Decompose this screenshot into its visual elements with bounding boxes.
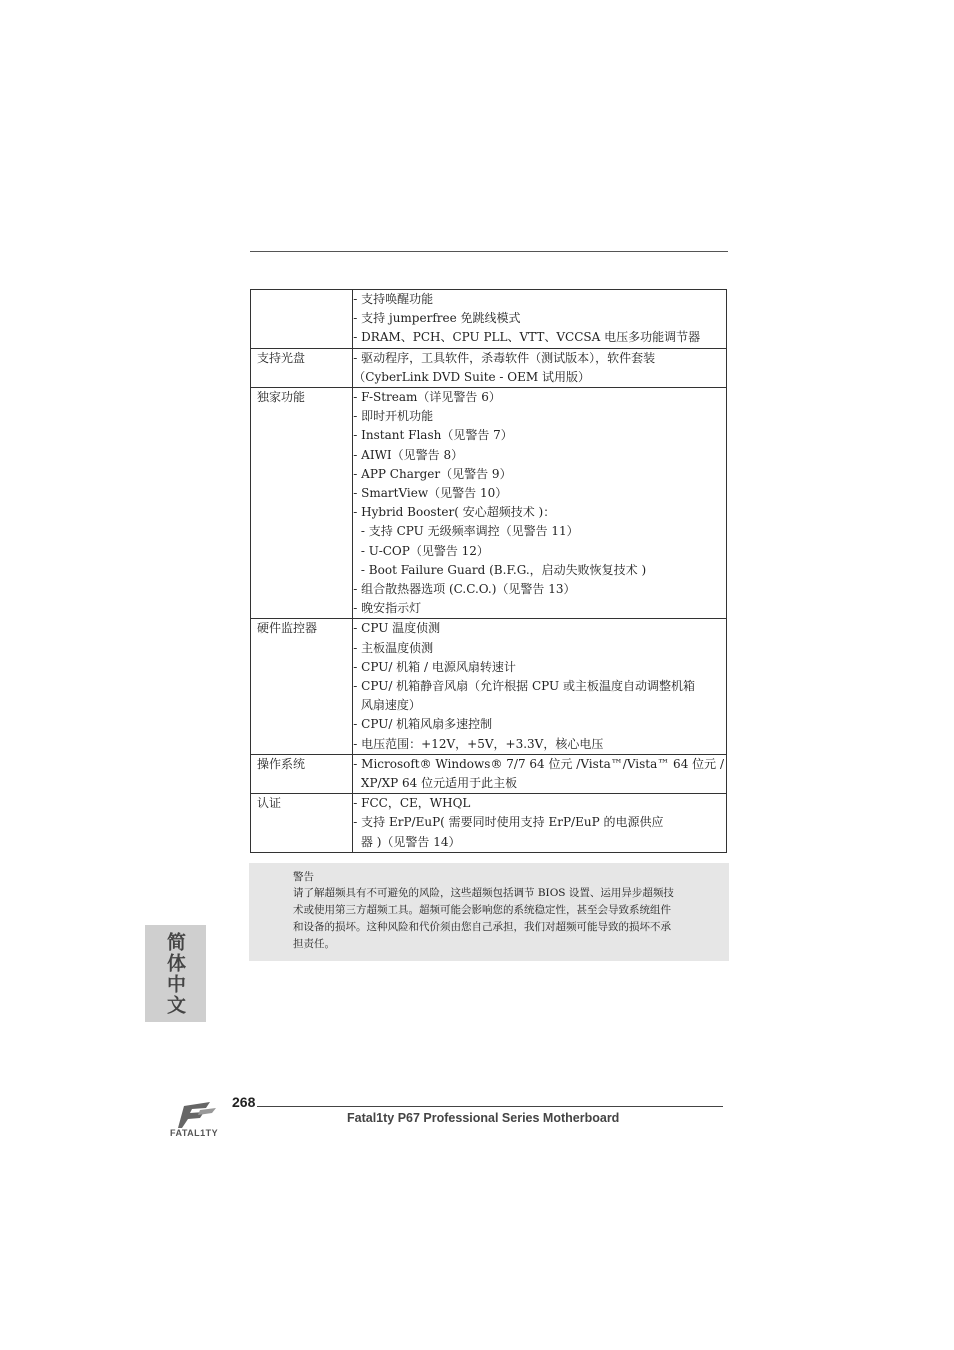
spec-line: - F-Stream（详见警告 6） xyxy=(353,390,501,405)
spec-line: - DRAM、PCH、CPU PLL、VTT、VCCSA 电压多功能调节器 xyxy=(353,330,701,345)
spec-content xyxy=(353,388,727,619)
spec-line: - 电压范围：+12V，+5V，+3.3V，核心电压 xyxy=(353,736,604,751)
spec-row xyxy=(251,348,727,387)
spec-content xyxy=(353,619,727,754)
spec-line: - 组合散热器选项 (C.C.O.)（见警告 13） xyxy=(353,582,576,597)
footer-divider xyxy=(252,1106,723,1107)
spec-line: - Boot Failure Guard (B.F.G.，启动失败恢复技术 ) xyxy=(353,562,647,577)
spec-line: - 晚安指示灯 xyxy=(353,601,422,616)
spec-content xyxy=(353,754,727,793)
language-side-tab xyxy=(145,925,206,1022)
spec-line: - Microsoft® Windows® 7/7 64 位元 /Vista™/Vista™ 64 位元 / xyxy=(353,756,724,771)
spec-row xyxy=(251,619,727,754)
spec-line: - 驱动程序，工具软件，杀毒软件（测试版本），软件套装 xyxy=(353,350,656,365)
warning-title: 警告 xyxy=(293,871,314,883)
top-divider xyxy=(250,251,728,252)
warning-text: 请了解超频具有不可避免的风险，这些超频包括调节 BIOS 设置、运用异步超频技术或使用第三方超频工具。超频可能会影响您的系统稳定性，甚至会导致系统组件和设备的损坏。这种风险和代价须由您自己承担，我们对超频可能导致的损坏不承担责任。 xyxy=(293,887,674,950)
spec-line: - 即时开机功能 xyxy=(353,409,434,424)
spec-label xyxy=(251,290,353,349)
spec-line: XP/XP 64 位元适用于此主板 xyxy=(353,776,518,791)
spec-line: - U-COP（见警告 12） xyxy=(353,543,489,558)
spec-row xyxy=(251,754,727,793)
spec-line: - CPU 温度侦测 xyxy=(353,621,441,636)
spec-line: - 支持唤醒功能 xyxy=(353,292,434,306)
spec-line: - 支持 CPU 无级频率调控（见警告 11） xyxy=(353,524,579,539)
spec-line: - Instant Flash（见警告 7） xyxy=(353,428,513,443)
spec-line: - CPU/ 机箱 / 电源风扇转速计 xyxy=(353,659,516,674)
spec-label: 操作系统 xyxy=(251,754,353,793)
spec-row xyxy=(251,794,727,853)
spec-content xyxy=(353,290,727,349)
warning-box xyxy=(249,863,729,961)
spec-label: 认证 xyxy=(251,794,353,853)
footer-title: Fatal1ty P67 Professional Series Motherboard xyxy=(347,1111,620,1125)
spec-label: 硬件监控器 xyxy=(251,619,353,754)
spec-line: - SmartView（见警告 10） xyxy=(353,486,508,501)
spec-row xyxy=(251,290,727,349)
spec-content xyxy=(353,348,727,387)
spec-line: 器 )（见警告 14） xyxy=(353,834,461,849)
spec-line: - Hybrid Booster( 安心超频技术 )： xyxy=(353,505,556,520)
language-side-tab-label: 简体中文 xyxy=(164,931,186,1016)
spec-line: - APP Charger（见警告 9） xyxy=(353,466,512,481)
spec-line: - FCC，CE，WHQL xyxy=(353,796,471,811)
spec-content xyxy=(353,794,727,853)
spec-line: - 支持 ErP/EuP( 需要同时使用支持 ErP/EuP 的电源供应 xyxy=(353,815,664,830)
spec-table xyxy=(250,289,727,853)
spec-line: - CPU/ 机箱静音风扇（允许根据 CPU 或主板温度自动调整机箱 xyxy=(353,679,695,694)
spec-row xyxy=(251,388,727,619)
spec-label: 支持光盘 xyxy=(251,348,353,387)
spec-line: - 支持 jumperfree 免跳线模式 xyxy=(353,311,521,326)
spec-line: 风扇速度） xyxy=(353,698,421,713)
spec-line: - AIWI（见警告 8） xyxy=(353,447,464,462)
spec-label: 独家功能 xyxy=(251,388,353,619)
page-number: 268 xyxy=(232,1094,256,1110)
spec-line: - 主板温度侦测 xyxy=(353,640,434,655)
logo-text: FATAL1TY xyxy=(170,1128,219,1138)
spec-line: - CPU/ 机箱风扇多速控制 xyxy=(353,717,493,732)
spec-line: （CyberLink DVD Suite - OEM 试用版） xyxy=(353,369,591,384)
